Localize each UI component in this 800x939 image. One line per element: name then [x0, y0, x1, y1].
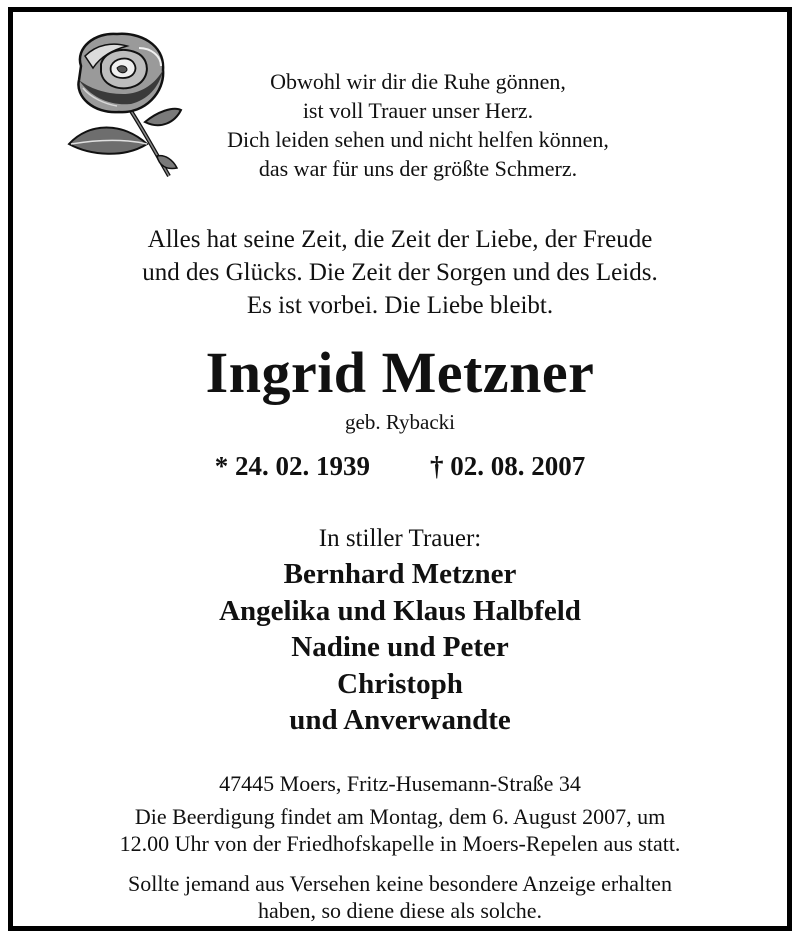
notice-line: haben, so diene diese als solche.	[257, 898, 543, 923]
mourner-name: Nadine und Peter	[291, 631, 509, 663]
motto-line: Alles hat seine Zeit, die Zeit der Liebe, der Freude	[147, 226, 653, 253]
death-date: † 02. 08. 2007	[430, 451, 586, 481]
poem-line: ist voll Trauer unser Herz.	[302, 98, 534, 123]
poem-line: Dich leiden sehen und nicht helfen können,	[227, 127, 609, 152]
mourners-list	[13, 556, 787, 739]
deceased-name: Ingrid Metzner	[205, 340, 595, 405]
obituary-card	[8, 7, 792, 931]
poem	[203, 67, 633, 183]
birth-name: geb. Rybacki	[345, 410, 455, 434]
mourner-name: und Anverwandte	[289, 704, 511, 736]
mourning-intro: In stiller Trauer:	[318, 525, 482, 552]
notice	[13, 870, 787, 924]
mourner-name: Bernhard Metzner	[283, 558, 517, 590]
birth-date: * 24. 02. 1939	[214, 451, 370, 481]
motto-line: Es ist vorbei. Die Liebe bleibt.	[246, 292, 554, 319]
funeral-line: 12.00 Uhr von der Friedhofskapelle in Moers-Repelen aus statt.	[119, 831, 681, 856]
funeral-line: Die Beerdigung findet am Montag, dem 6. August 2007, um	[134, 804, 666, 829]
poem-line: Obwohl wir dir die Ruhe gönnen,	[270, 69, 566, 94]
motto-line: und des Glücks. Die Zeit der Sorgen und des Leids.	[142, 259, 658, 286]
motto	[13, 223, 787, 322]
rose-icon	[61, 26, 189, 182]
mourner-name: Angelika und Klaus Halbfeld	[219, 594, 581, 627]
address: 47445 Moers, Fritz-Husemann-Straße 34	[219, 771, 581, 796]
life-dates	[13, 448, 787, 484]
poem-line: das war für uns der größte Schmerz.	[258, 156, 578, 181]
mourner-name: Christoph	[337, 667, 463, 700]
funeral-info	[13, 803, 787, 857]
notice-line: Sollte jemand aus Versehen keine besondere Anzeige erhalten	[128, 871, 672, 896]
